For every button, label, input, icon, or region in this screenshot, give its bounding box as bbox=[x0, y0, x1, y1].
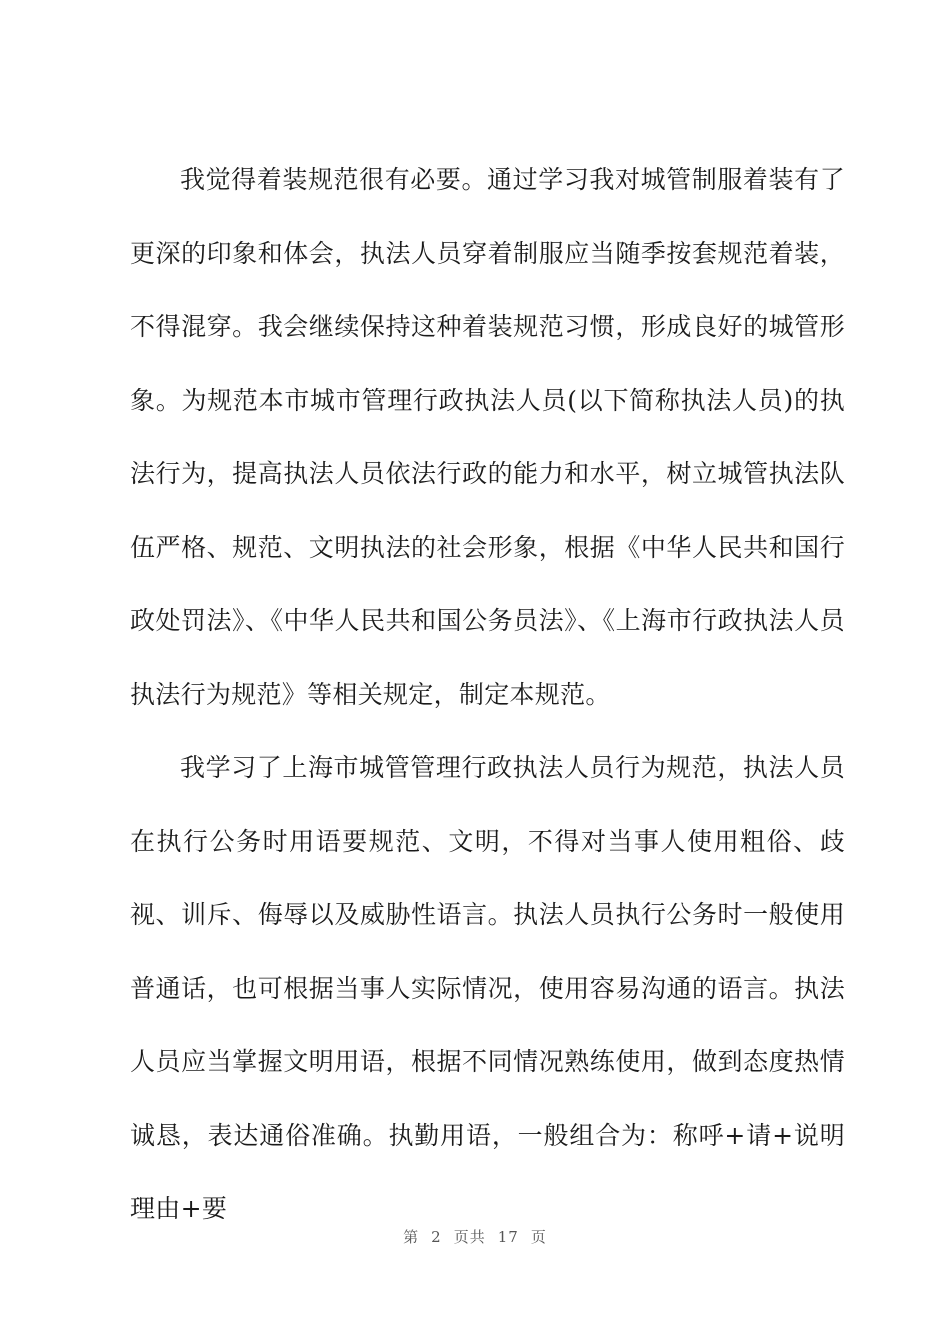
footer-prefix: 第 bbox=[403, 1228, 420, 1246]
footer-total-pages: 17 bbox=[497, 1228, 519, 1246]
footer-middle: 页共 bbox=[453, 1228, 486, 1246]
document-body bbox=[130, 143, 845, 1246]
paragraph-1: 我觉得着装规范很有必要。通过学习我对城管制服着装有了更深的印象和体会，执法人员穿着制服应当随季按套规范着装，不得混穿。我会继续保持这种着装规范习惯，形成良好的城管形象。为规范本市城市管理行政执法人员(以下简称执法人员)的执法行为，提高执法人员依法行政的能力和水平，树立城管执法队伍严格、规范、文明执法的社会形象，根据《中华人民共和国行政处罚法》、《中华人民共和国公务员法》、《上海市行政执法人员执法行为规范》等相关规定，制定本规范。 bbox=[130, 165, 845, 709]
footer-suffix: 页 bbox=[530, 1228, 547, 1246]
paragraph-2: 我学习了上海市城管管理行政执法人员行为规范，执法人员在执行公务时用语要规范、文明，不得对当事人使用粗俗、歧视、训斥、侮辱以及威胁性语言。执法人员执行公务时一般使用普通话，也可根据当事人实际情况，使用容易沟通的语言。执法人员应当掌握文明用语，根据不同情况熟练使用，做到态度热情诚恳，表达通俗准确。执勤用语，一般组合为：称呼+请+说明理由+要 bbox=[130, 753, 845, 1223]
page-footer bbox=[0, 1226, 950, 1247]
footer-current-page: 2 bbox=[431, 1228, 442, 1246]
